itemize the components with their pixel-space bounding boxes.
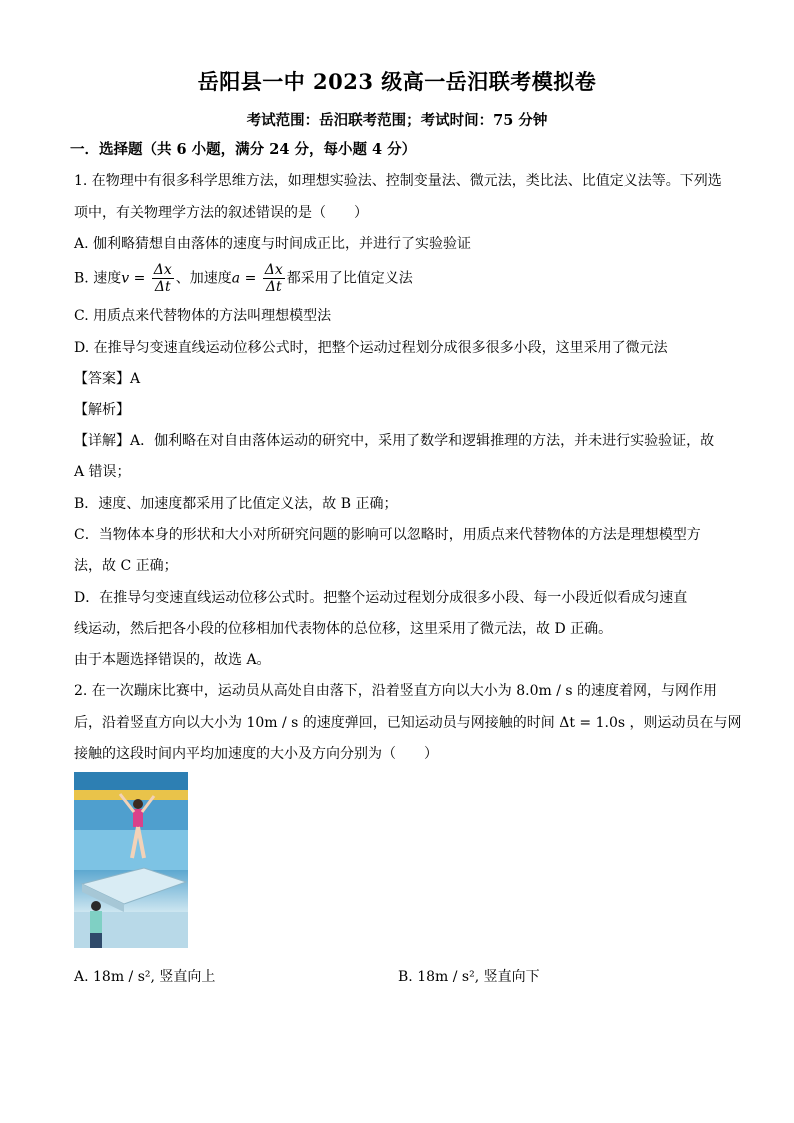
detail-line: 线运动，然后把各小段的位移相加代表物体的总位移，这里采用了微元法，故 D 正确。 (74, 621, 613, 637)
q2-stem-line1: 2. 在一次蹦床比赛中，运动员从高处自由落下，沿着竖直方向以大小为 8.0m / s 的速度着网，与网作用 (74, 683, 718, 699)
fraction-numerator: Δx (264, 262, 283, 278)
detail-line: B．速度、加速度都采用了比值定义法，故 B 正确； (74, 496, 398, 512)
q1-stem-line1: 1. 在物理中有很多科学思维方法，如理想实验法、控制变量法、微元法，类比法、比值定义法等。下列选 (74, 173, 722, 189)
fraction-numerator: Δx (153, 262, 172, 278)
acceleration-symbol: a (231, 270, 241, 287)
option-b-mid: 、加速度 (175, 270, 232, 287)
detail-line: 法，故 C 正确； (74, 558, 178, 574)
q1-option-b: B. 速度v = $\frac{\Delta x}{\Delta t}$ 、加速度a = $\frac{\Delta x}{\Delta t}$ 都采用了比值定义法 (74, 262, 413, 295)
q2-option-b: B. 18m / s², 竖直向下 (398, 969, 540, 985)
conclusion-line: 由于本题选择错误的，故选 A。 (74, 652, 271, 668)
detail-line: C．当物体本身的形状和大小对所研究问题的影响可以忽略时，用质点来代替物体的方法是理想模型方 (74, 527, 701, 543)
velocity-symbol: v (121, 270, 130, 287)
q1-option-d: D. 在推导匀变速直线运动位移公式时，把整个运动过程划分成很多很多小段，这里采用了微元法 (74, 340, 668, 356)
analysis-tag: 【解析】 (74, 402, 130, 418)
q1-option-c: C. 用质点来代替物体的方法叫理想模型法 (74, 308, 332, 324)
q2-stem-line3: 接触的这段时间内平均加速度的大小及方向分别为（ ） (74, 746, 438, 762)
exam-info: 考试范围：岳汨联考范围；考试时间：75 分钟 (246, 112, 548, 129)
fraction-denominator: Δt (154, 279, 171, 295)
trampoline-photo (74, 772, 188, 948)
answer-tag: 【答案】A (74, 371, 141, 387)
velocity-fraction (152, 262, 174, 295)
q1-stem-line2: 项中，有关物理学方法的叙述错误的是（ ） (74, 205, 368, 221)
detail-line: 【详解】A．伽利略在对自由落体运动的研究中，采用了数学和逻辑推理的方法，并未进行实验验证，故 (74, 433, 715, 449)
detail-line: D．在推导匀变速直线运动位移公式时。把整个运动过程划分成很多小段、每一小段近似看成匀速直 (74, 590, 688, 606)
fraction-denominator: Δt (265, 279, 282, 295)
page-title: 岳阳县一中 2023 级高一岳汨联考模拟卷 (197, 69, 597, 94)
q2-stem-line2: 后，沿着竖直方向以大小为 10m / s 的速度弹回，已知运动员与网接触的时间 Δt = 1.0s ，则运动员在与网 (74, 715, 742, 731)
detail-line: A 错误； (74, 464, 131, 480)
q2-option-a: A. 18m / s², 竖直向上 (74, 969, 216, 985)
acceleration-fraction (263, 262, 285, 295)
equals-sign: = (129, 270, 150, 287)
option-b-suffix: 都采用了比值定义法 (286, 270, 413, 287)
section-heading: 一．选择题（共 6 小题，满分 24 分，每小题 4 分） (70, 141, 417, 158)
q1-option-a: A. 伽利略猜想自由落体的速度与时间成正比，并进行了实验验证 (74, 236, 472, 252)
option-b-prefix: B. 速度 (74, 270, 122, 287)
